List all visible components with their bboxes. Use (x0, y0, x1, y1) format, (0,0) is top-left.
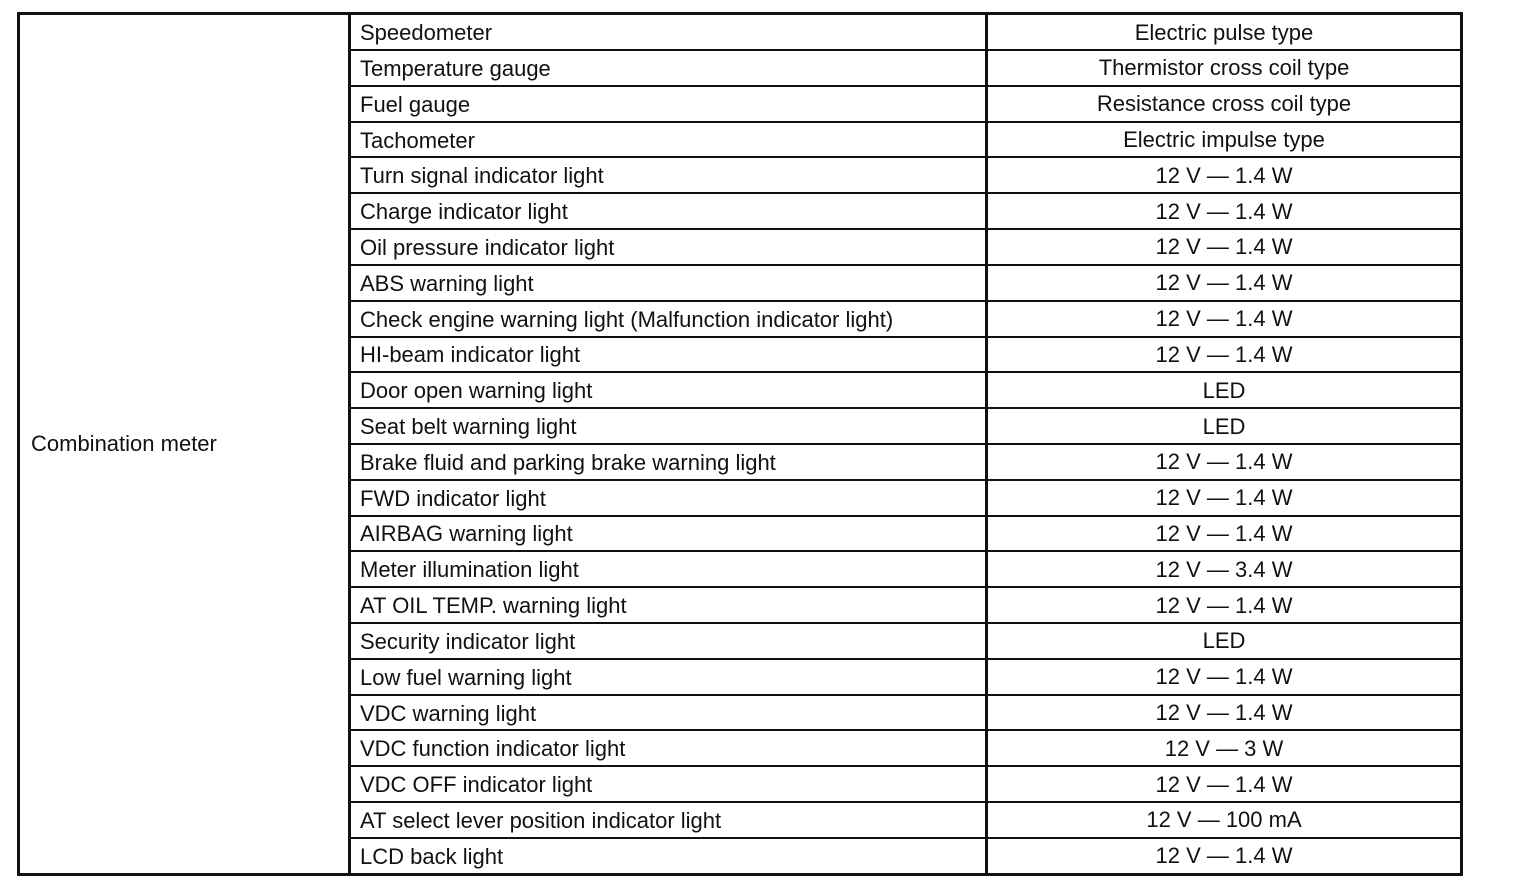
item-cell: VDC OFF indicator light (350, 766, 987, 802)
value-cell: 12 V — 1.4 W (987, 444, 1462, 480)
item-cell: Seat belt warning light (350, 408, 987, 444)
value-cell: 12 V — 1.4 W (987, 587, 1462, 623)
value-cell: 12 V — 1.4 W (987, 265, 1462, 301)
value-cell: 12 V — 1.4 W (987, 695, 1462, 731)
value-cell: 12 V — 1.4 W (987, 229, 1462, 265)
item-cell: Turn signal indicator light (350, 157, 987, 193)
value-cell: Electric pulse type (987, 14, 1462, 51)
value-cell: 12 V — 100 mA (987, 802, 1462, 838)
value-cell: 12 V — 3 W (987, 730, 1462, 766)
item-cell: Tachometer (350, 122, 987, 158)
item-cell: Speedometer (350, 14, 987, 51)
item-cell: VDC warning light (350, 695, 987, 731)
item-cell: Fuel gauge (350, 86, 987, 122)
value-cell: Electric impulse type (987, 122, 1462, 158)
value-cell: 12 V — 1.4 W (987, 157, 1462, 193)
value-cell: 12 V — 1.4 W (987, 301, 1462, 337)
table-row (19, 14, 1462, 51)
value-cell: LED (987, 623, 1462, 659)
item-cell: HI-beam indicator light (350, 337, 987, 373)
value-cell: 12 V — 1.4 W (987, 337, 1462, 373)
value-cell: 12 V — 1.4 W (987, 193, 1462, 229)
value-cell: LED (987, 408, 1462, 444)
item-cell: Security indicator light (350, 623, 987, 659)
item-cell: Charge indicator light (350, 193, 987, 229)
value-cell: 12 V — 3.4 W (987, 551, 1462, 587)
item-cell: Low fuel warning light (350, 659, 987, 695)
group-label-cell: Combination meter (19, 14, 350, 875)
item-cell: VDC function indicator light (350, 730, 987, 766)
value-cell: 12 V — 1.4 W (987, 480, 1462, 516)
item-cell: AIRBAG warning light (350, 516, 987, 552)
value-cell: LED (987, 372, 1462, 408)
item-cell: Door open warning light (350, 372, 987, 408)
item-cell: Oil pressure indicator light (350, 229, 987, 265)
spec-table-body (19, 14, 1462, 875)
value-cell: 12 V — 1.4 W (987, 766, 1462, 802)
item-cell: ABS warning light (350, 265, 987, 301)
item-cell: AT select lever position indicator light (350, 802, 987, 838)
item-cell: Meter illumination light (350, 551, 987, 587)
value-cell: Thermistor cross coil type (987, 50, 1462, 86)
value-cell: 12 V — 1.4 W (987, 838, 1462, 875)
item-cell: Check engine warning light (Malfunction indicator light) (350, 301, 987, 337)
value-cell: Resistance cross coil type (987, 86, 1462, 122)
item-cell: LCD back light (350, 838, 987, 875)
item-cell: Temperature gauge (350, 50, 987, 86)
item-cell: AT OIL TEMP. warning light (350, 587, 987, 623)
item-cell: FWD indicator light (350, 480, 987, 516)
value-cell: 12 V — 1.4 W (987, 659, 1462, 695)
value-cell: 12 V — 1.4 W (987, 516, 1462, 552)
spec-table (17, 12, 1463, 876)
item-cell: Brake fluid and parking brake warning light (350, 444, 987, 480)
